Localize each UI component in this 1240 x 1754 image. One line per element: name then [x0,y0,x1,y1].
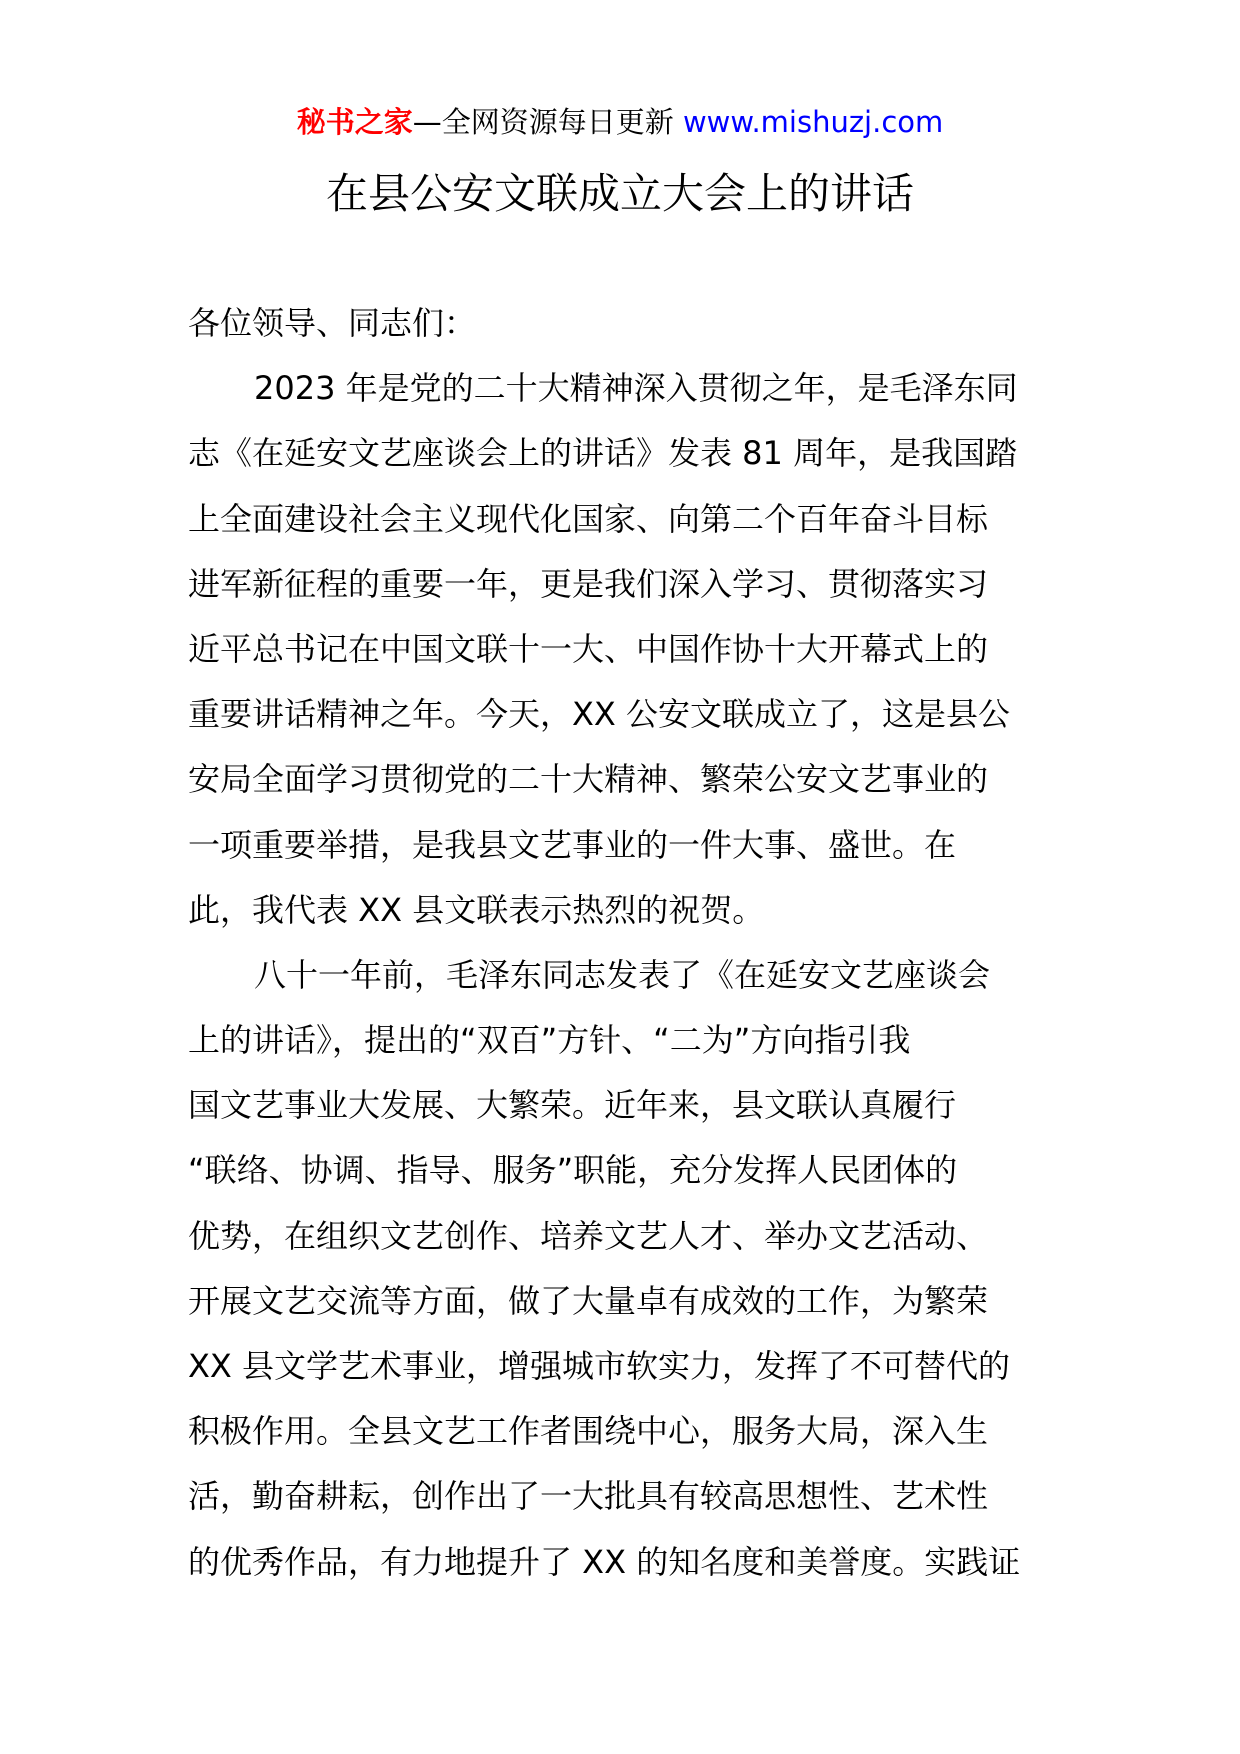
salutation: 各位领导、同志们： [188,304,477,342]
paragraph-line: 重要讲话精神之年。今天，XX 公安文联成立了，这是县公 [188,695,1011,734]
paragraph-line: 此，我代表 XX 县文联表示热烈的祝贺。 [188,890,765,929]
paragraph-line: 安局全面学习贯彻党的二十大精神、繁荣公安文艺事业的 [188,760,989,799]
paragraph-line: 2023 年是党的二十大精神深入贯彻之年，是毛泽东同 [254,369,1018,408]
paragraph-line: 上的讲话》，提出的“双百”方针、“二为”方向指引我 [188,1021,911,1060]
paragraph-line: 开展文艺交流等方面，做了大量卓有成效的工作，为繁荣 [188,1281,989,1320]
document-title: 在县公安文联成立大会上的讲话 [325,169,914,218]
paragraph-line: 积极作用。全县文艺工作者围绕中心，服务大局，深入生 [188,1412,989,1451]
paragraph-line: 八十一年前，毛泽东同志发表了《在延安文艺座谈会 [254,955,991,994]
document-body [188,291,1056,1595]
paragraph-line: 一项重要举措，是我县文艺事业的一件大事、盛世。在 [188,825,957,864]
paragraph-line: 志《在延安文艺座谈会上的讲话》发表 81 周年，是我国踏 [188,434,1018,473]
brand-name: 秘书之家 [296,105,413,139]
paragraph-line: 上全面建设社会主义现代化国家、向第二个百年奋斗目标 [188,499,989,538]
paragraph-line: 活，勤奋耕耘，创作出了一大批具有较高思想性、艺术性 [188,1477,989,1516]
site-header [0,100,1240,144]
header-tagline: —全网资源每日更新 [412,105,683,139]
paragraph-line: 优势，在组织文艺创作、培养文艺人才、举办文艺活动、 [188,1216,989,1255]
paragraph-line: 进军新征程的重要一年，更是我们深入学习、贯彻落实习 [188,564,989,603]
site-url-link[interactable]: www.mishuzj.com [682,105,944,139]
paragraph-line: “联络、协调、指导、服务”职能，充分发挥人民团体的 [188,1151,958,1190]
paragraph-line: 的优秀作品，有力地提升了 XX 的知名度和美誉度。实践证 [188,1542,1021,1581]
paragraph-line: 国文艺事业大发展、大繁荣。近年来，县文联认真履行 [188,1086,957,1125]
paragraph-line: 近平总书记在中国文联十一大、中国作协十大开幕式上的 [188,629,989,668]
paragraph-line: XX 县文学艺术事业，增强城市软实力，发挥了不可替代的 [188,1347,1011,1385]
